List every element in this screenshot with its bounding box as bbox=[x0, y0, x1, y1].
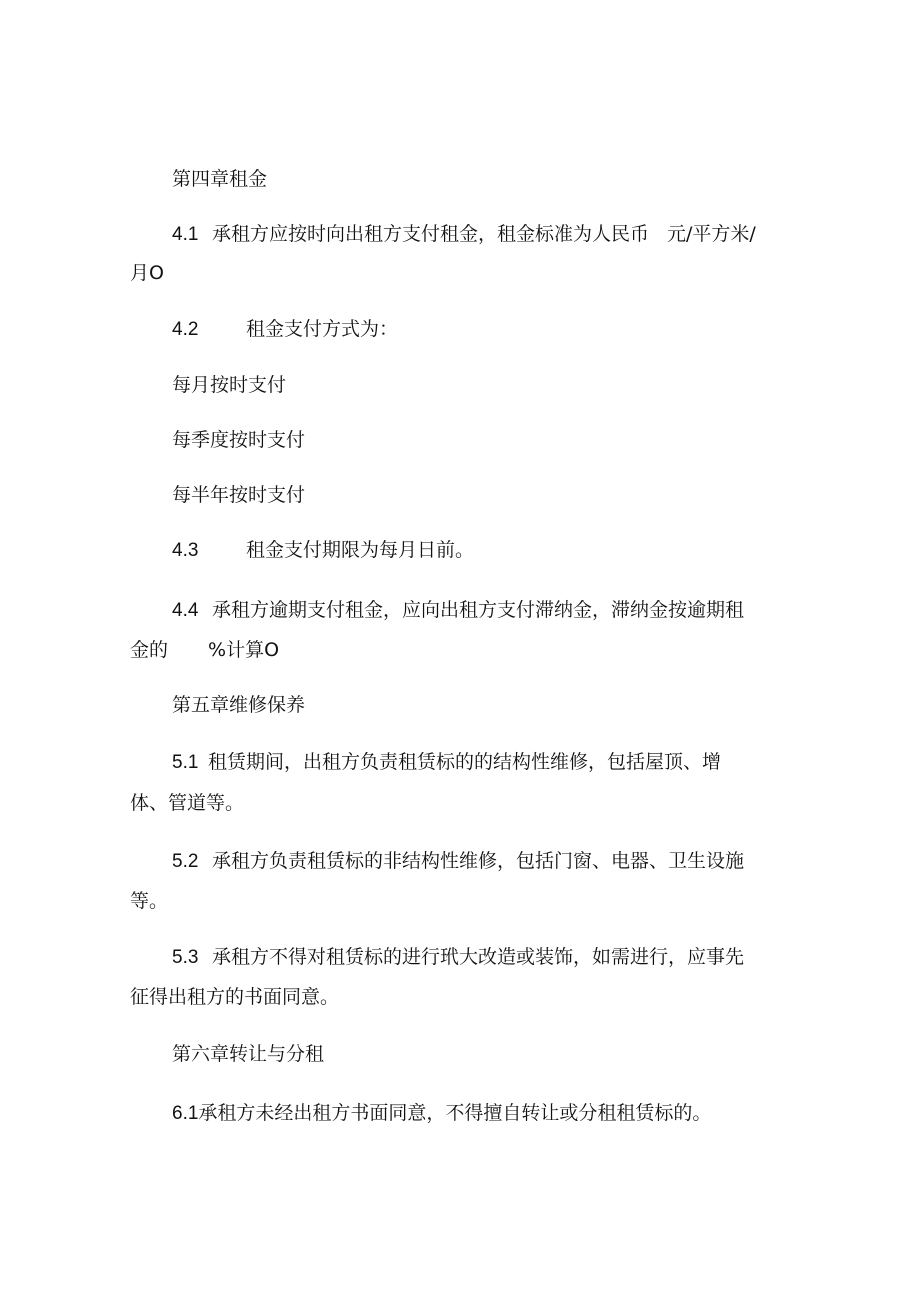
chapter-6-title: 第六章转让与分租 bbox=[172, 1043, 325, 1065]
clause-text: %计算O bbox=[208, 639, 280, 661]
clause-5-1 bbox=[172, 749, 790, 776]
clause-text: 承租方不得对租赁标的进行玳大改造或装饰，如需进行，应事先 bbox=[212, 946, 745, 968]
clause-4-4 bbox=[172, 597, 790, 624]
clause-text: 承租方负责租赁标的非结构性维修，包括门窗、电器、卫生设施 bbox=[212, 850, 745, 872]
clause-text-unit: 元/平方米/ bbox=[667, 223, 756, 245]
clause-4-4-continuation bbox=[130, 637, 790, 663]
clause-4-2 bbox=[172, 316, 790, 343]
clause-text: 承租方未经出租方书面同意，不得擅自转让或分租租赁标的。 bbox=[198, 1102, 712, 1124]
payment-option-monthly: 每月按时支付 bbox=[172, 374, 287, 396]
clause-number: 4.1 bbox=[172, 224, 199, 245]
clause-number: 5.1 bbox=[172, 752, 199, 773]
clause-number: 5.3 bbox=[172, 947, 199, 968]
clause-text: 金的 bbox=[130, 639, 169, 661]
clause-5-2 bbox=[172, 848, 790, 875]
clause-5-3-continuation: 征得出租方的书面同意。 bbox=[130, 986, 340, 1008]
clause-5-3 bbox=[172, 944, 790, 971]
clause-number: 4.3 bbox=[172, 540, 199, 561]
clause-text: 承租方应按时向出租方支付租金，租金标准为人民币 bbox=[212, 223, 650, 245]
chapter-5-title: 第五章维修保养 bbox=[172, 694, 306, 716]
clause-5-2-continuation: 等。 bbox=[130, 890, 169, 912]
clause-text: 承租方逾期支付租金，应向出租方支付滞纳金，滞纳金按逾期租 bbox=[212, 599, 745, 621]
clause-4-1 bbox=[172, 221, 790, 248]
payment-option-quarterly: 每季度按时支付 bbox=[172, 429, 306, 451]
clause-4-1-continuation: 月O bbox=[130, 262, 164, 284]
clause-5-1-continuation: 体、管道等。 bbox=[130, 792, 245, 814]
clause-number: 4.4 bbox=[172, 600, 199, 621]
chapter-4-title: 第四章租金 bbox=[172, 168, 268, 190]
clause-text: 租金支付方式为： bbox=[246, 318, 399, 340]
payment-option-semiannual: 每半年按时支付 bbox=[172, 484, 306, 506]
clause-6-1 bbox=[172, 1100, 790, 1127]
clause-number: 4.2 bbox=[172, 319, 199, 340]
clause-text: 租赁期间，出租方负责租赁标的的结构性维修，包括屋顶、增 bbox=[208, 751, 722, 773]
clause-number: 6.1 bbox=[172, 1103, 199, 1124]
clause-number: 5.2 bbox=[172, 851, 199, 872]
clause-text: 租金支付期限为每月日前。 bbox=[246, 539, 475, 561]
clause-4-3 bbox=[172, 537, 790, 564]
